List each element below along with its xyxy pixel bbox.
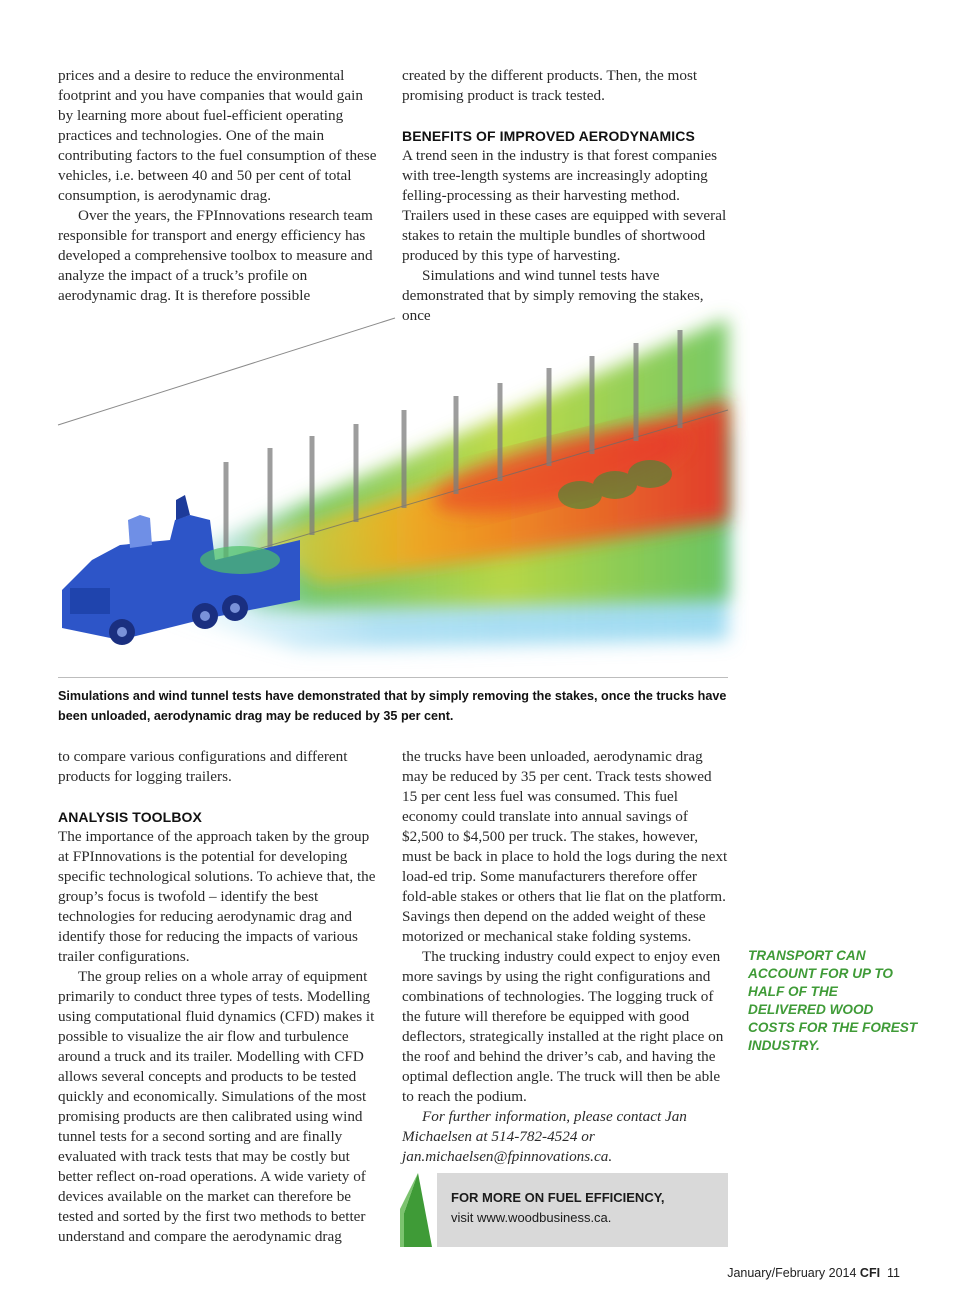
- section-heading-benefits: BENEFITS OF IMPROVED AERODYNAMICS: [402, 128, 695, 144]
- figure-caption: Simulations and wind tunnel tests have demonstrated that by simply removing the stakes, once the trucks have been unloaded, aerodynamic drag may be reduced by 35 per cent.: [58, 689, 727, 723]
- article-column-1-bottom: [58, 747, 380, 1247]
- paragraph: created by the different products. Then, the most promising product is track tested.: [402, 67, 698, 104]
- promo-link[interactable]: visit www.woodbusiness.ca.: [451, 1210, 612, 1225]
- paragraph: The group relies on a whole array of equipment primarily to conduct three types of tests. Modelling using computational fluid dynamics (CFD) makes it possible to visualize the air flow and turbulence around a truck and its trailer. Modelling with CFD allows several concepts and products to be tested quickly and economically. Simulations of the most promising products are then calibrated using wind tunnel tests for a second sorting and are finally evaluated with track tests that may be costly but better reflect on-road operations. A wide variety of devices available on the market can therefore be tested and sorted by the first two methods to better understand and compare the aerodynamic drag: [58, 968, 375, 1245]
- paragraph: to compare various configurations and different products for logging trailers.: [58, 748, 348, 785]
- figure-divider: [58, 677, 728, 678]
- green-arrow-icon: [398, 1173, 432, 1247]
- paragraph: Over the years, the FPInnovations research team responsible for transport and energy efficiency has developed a comprehensive toolbox to measure and analyze the impact of a truck’s profile on aerodynamic drag. It is therefore possible: [58, 207, 373, 304]
- pull-quote: TRANSPORT CAN ACCOUNT FOR UP TO HALF OF THE DELIVERED WOOD COSTS FOR THE FOREST INDUSTRY.: [748, 948, 918, 1053]
- promo-heading: FOR MORE ON FUEL EFFICIENCY,: [451, 1190, 665, 1205]
- paragraph: Simulations and wind tunnel tests have demonstrated that by simply removing the stakes, once: [402, 267, 704, 324]
- paragraph: the trucks have been unloaded, aerodynamic drag may be reduced by 35 per cent. Track tests showed 15 per cent less fuel was consumed. This fuel economy could translate into annual savings of $2,500 to $4,500 per truck. The stakes, however, must be back in place to hold the logs during the next load-ed trip. Some manufacturers therefore offer fold-able stakes or others that lie flat on the platform. Savings then depend on the added weight of these motorized or mechanical stake folding systems.: [402, 748, 728, 945]
- paragraph: A trend seen in the industry is that forest companies with tree-length systems are increasingly adopting felling-processing as their harvesting method. Trailers used in these cases are equipped with several stakes to retain the multiple bundles of shortwood produced by this type of harvesting.: [402, 147, 727, 264]
- page-number: 11: [887, 1266, 900, 1280]
- paragraph: The importance of the approach taken by the group at FPInnovations is the potential for developing specific technological solutions. To achieve that, the group’s focus is twofold – identify the best technologies for reducing aerodynamic drag and identify those for reducing the impacts of various trailer configurations.: [58, 828, 376, 965]
- issue-date: January/February 2014: [727, 1266, 857, 1280]
- promo-box: [437, 1173, 728, 1247]
- paragraph: prices and a desire to reduce the environmental footprint and you have companies that would gain by learning more about fuel-efficient operating practices and technologies. One of the main contributing factors to the fuel consumption of these vehicles, i.e. between 40 and 50 per cent of total consumption, is aerodynamic drag.: [58, 67, 377, 204]
- ground-line: [58, 318, 395, 425]
- paragraph: The trucking industry could expect to enjoy even more savings by using the right configurations and combinations of technologies. The logging truck of the future will therefore be equipped with good deflectors, strategically installed at the right place on the roof and behind the driver’s cab, and having the optimal deflection angle. The truck will then be able to reach the podium.: [402, 948, 724, 1105]
- section-heading-toolbox: ANALYSIS TOOLBOX: [58, 809, 202, 825]
- magazine-name: CFI: [859, 1266, 881, 1280]
- contact-info: For further information, please contact Jan Michaelsen at 514-782-4524 or jan.michaelsen@fpinnovations.ca.: [402, 1108, 687, 1165]
- page-footer: [727, 1266, 900, 1280]
- article-column-2-bottom: [402, 747, 728, 1167]
